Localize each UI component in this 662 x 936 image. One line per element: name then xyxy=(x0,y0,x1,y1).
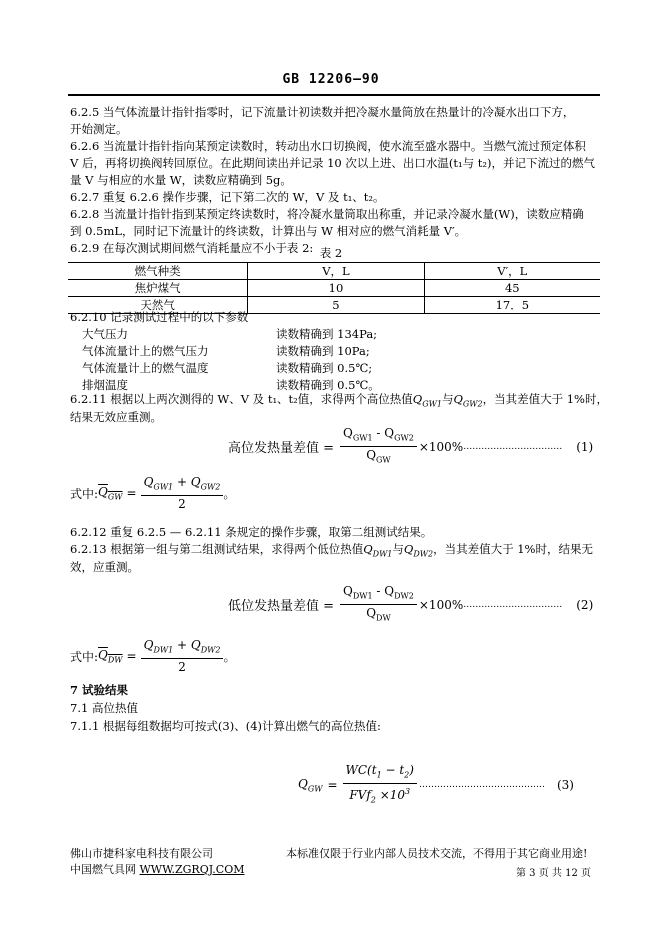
para-6-2-8-line2: 到 0.5mL，同时记下流量计的终读数，计算出与 W 相对应的燃气消耗量 V′。 xyxy=(70,224,467,238)
symbol-qgw-bar: $Q_{GW}$ xyxy=(98,485,123,502)
eq1-numerator: $Q_{GW1} - Q_{GW2}$ xyxy=(340,425,417,447)
eq2-denominator: $Q_{DW}$ xyxy=(366,606,391,623)
param-requirement: 读数精确到 134Pa; xyxy=(276,327,378,341)
para-6-2-6-line2: V 后，再将切换阀转回原位。在此期间读出并记录 10 次以上进、出口水温(t₁与 t₂)，并记下流过的燃气 xyxy=(70,156,595,170)
eq2-number: (2) xyxy=(576,597,594,612)
where-prefix: 式中: xyxy=(70,486,99,501)
para-text: 6.2.13 根据第一组与第二组测试结果，求得两个低位热值 xyxy=(70,542,364,556)
para-6-2-8-line1: 6.2.8 当流量计指针指到某预定终读数时，将冷凝水量筒取出称重，并记录冷凝水量(W)，读数应精确 xyxy=(70,207,584,221)
header-rule xyxy=(68,94,600,96)
eq1-label: 高位发热量差值 = xyxy=(228,441,335,457)
eq3-numerator: $WC(t_1 - t_2)$ xyxy=(343,762,417,784)
eq3-number: (3) xyxy=(556,778,574,793)
mean-denominator: 2 xyxy=(178,497,186,512)
param-name: 气体流量计上的燃气温度 xyxy=(82,361,209,375)
symbol-qgw1: $Q_{GW1}$ xyxy=(412,392,442,409)
footer-page-number: 第 3 页 共 12 页 xyxy=(516,868,591,879)
symbol-qgw2: $Q_{GW2}$ xyxy=(453,392,483,409)
para-text: ，当其差值大于 1%时，结果无 xyxy=(433,542,593,556)
param-requirement: 读数精确到 0.5℃。 xyxy=(276,378,380,392)
gas-consumption-table xyxy=(68,262,600,314)
where-suffix: 。 xyxy=(223,486,236,501)
table-cell: 天然气 xyxy=(68,297,248,314)
equation-1 xyxy=(228,425,593,469)
table-header-cell: V′，L xyxy=(424,263,600,280)
para-6-2-5-line2: 开始测定。 xyxy=(70,122,128,136)
para-6-2-5-line1: 6.2.5 当气体流量计指针指零时，记下流量计初读数并把冷凝水量筒放在热量计的冷凝水出口下方， xyxy=(70,105,575,119)
para-6-2-13-line2: 效，应重测。 xyxy=(70,560,139,574)
para-6-2-9: 6.2.9 在每次测试期间燃气消耗量应不小于表 2: xyxy=(70,241,314,255)
table-cell: 17．5 xyxy=(424,297,600,314)
para-text: ，当其差值大于 1%时， xyxy=(482,392,608,406)
eq2-dots: …………………………… xyxy=(463,599,563,610)
para-text: 与 xyxy=(441,392,454,406)
equals-sign: = xyxy=(126,486,137,501)
eq2-fraction xyxy=(340,583,417,627)
symbol-qdw-bar: $Q_{DW}$ xyxy=(98,648,123,665)
eq1-fraction xyxy=(340,425,417,469)
eq3-lhs: $Q_{GW}$ xyxy=(298,777,323,794)
para-6-2-10: 6.2.10 记录测试过程中的以下参数 xyxy=(70,310,249,324)
footer-site-link[interactable]: WWW.ZGRQJ.COM xyxy=(139,863,245,876)
equation-3 xyxy=(298,762,574,809)
para-6-2-6-line3: 量 V 与相应的水量 W，读数应精确到 5g。 xyxy=(70,173,292,187)
mean-numerator: $Q_{DW1} + Q_{DW2}$ xyxy=(141,637,224,659)
table-header-cell: V，L xyxy=(248,263,424,280)
eq2-label: 低位发热量差值 = xyxy=(228,599,335,615)
para-6-2-7: 6.2.7 重复 6.2.6 操作步骤，记下第二次的 W，V 及 t₁、t₂。 xyxy=(70,190,385,204)
mean-fraction xyxy=(141,637,224,675)
para-6-2-12: 6.2.12 重复 6.2.5 — 6.2.11 条规定的操作步骤，取第二组测试结果。 xyxy=(70,525,433,539)
table-caption: 表 2 xyxy=(319,246,343,260)
footer-site xyxy=(70,862,244,878)
equation-2-where xyxy=(70,637,235,675)
eq1-dots: …………………………… xyxy=(463,441,563,452)
table-cell: 10 xyxy=(248,280,424,297)
eq3-denominator: $FVf_2 \times 10^3$ xyxy=(349,787,411,805)
mean-numerator: $Q_{GW1} + Q_{GW2}$ xyxy=(141,474,224,496)
footer-site-label: 中国燃气具网 xyxy=(70,863,136,876)
param-requirement: 读数精确到 10Pa; xyxy=(276,344,370,358)
mean-fraction xyxy=(141,474,224,512)
footer-notice: 本标准仅限于行业内部人员技术交流，不得用于其它商业用途! xyxy=(286,847,588,860)
symbol-qdw2: $Q_{DW2}$ xyxy=(403,542,434,559)
mean-denominator: 2 xyxy=(178,660,186,675)
equation-1-where xyxy=(70,474,235,512)
eq3-fraction xyxy=(343,762,417,809)
para-text: 与 xyxy=(392,542,404,556)
table-row xyxy=(68,280,600,297)
table-header-row xyxy=(68,263,600,280)
param-name: 大气压力 xyxy=(82,327,128,341)
para-text: 6.2.11 根据以上两次测得的 W、V 及 t₁、t₂值，求得两个高位热值 xyxy=(70,392,413,406)
section-7-heading: 7 试验结果 xyxy=(70,683,129,697)
eq3-dots: …………………………………… xyxy=(418,780,545,791)
standard-header: GB 12206—90 xyxy=(282,72,380,87)
where-suffix: 。 xyxy=(223,649,236,664)
table-cell: 5 xyxy=(248,297,424,314)
para-6-2-6-line1: 6.2.6 当流量计指针指向某预定读数时，转动出水口切换阀，使水流至盛水器中。当燃气流过预定体积 xyxy=(70,139,586,153)
eq1-number: (1) xyxy=(576,439,594,454)
para-6-2-11-line2: 结果无效应重测。 xyxy=(70,410,162,424)
param-name: 排烟温度 xyxy=(82,378,128,392)
param-requirement: 读数精确到 0.5℃; xyxy=(276,361,373,375)
where-prefix: 式中: xyxy=(70,649,99,664)
equation-2 xyxy=(228,583,593,627)
para-7-1-1: 7.1.1 根据每组数据均可按式(3)、(4)计算出燃气的高位热值: xyxy=(70,719,381,733)
eq1-denominator: $Q_{GW}$ xyxy=(366,448,391,465)
section-7-1-heading: 7.1 高位热值 xyxy=(70,701,138,715)
table-header-cell: 燃气种类 xyxy=(68,263,248,280)
equals-sign: = xyxy=(126,649,137,664)
eq2-numerator: $Q_{DW1} - Q_{DW2}$ xyxy=(340,583,417,605)
param-name: 气体流量计上的燃气压力 xyxy=(82,344,209,358)
equals-sign: = xyxy=(327,778,338,793)
footer-company: 佛山市捷科家电科技有限公司 xyxy=(70,847,213,860)
table-cell: 焦炉煤气 xyxy=(68,280,248,297)
eq2-tail: ×100% xyxy=(418,597,464,612)
symbol-qdw1: $Q_{DW1}$ xyxy=(363,542,393,559)
eq1-tail: ×100% xyxy=(418,439,464,454)
table-cell: 45 xyxy=(424,280,600,297)
